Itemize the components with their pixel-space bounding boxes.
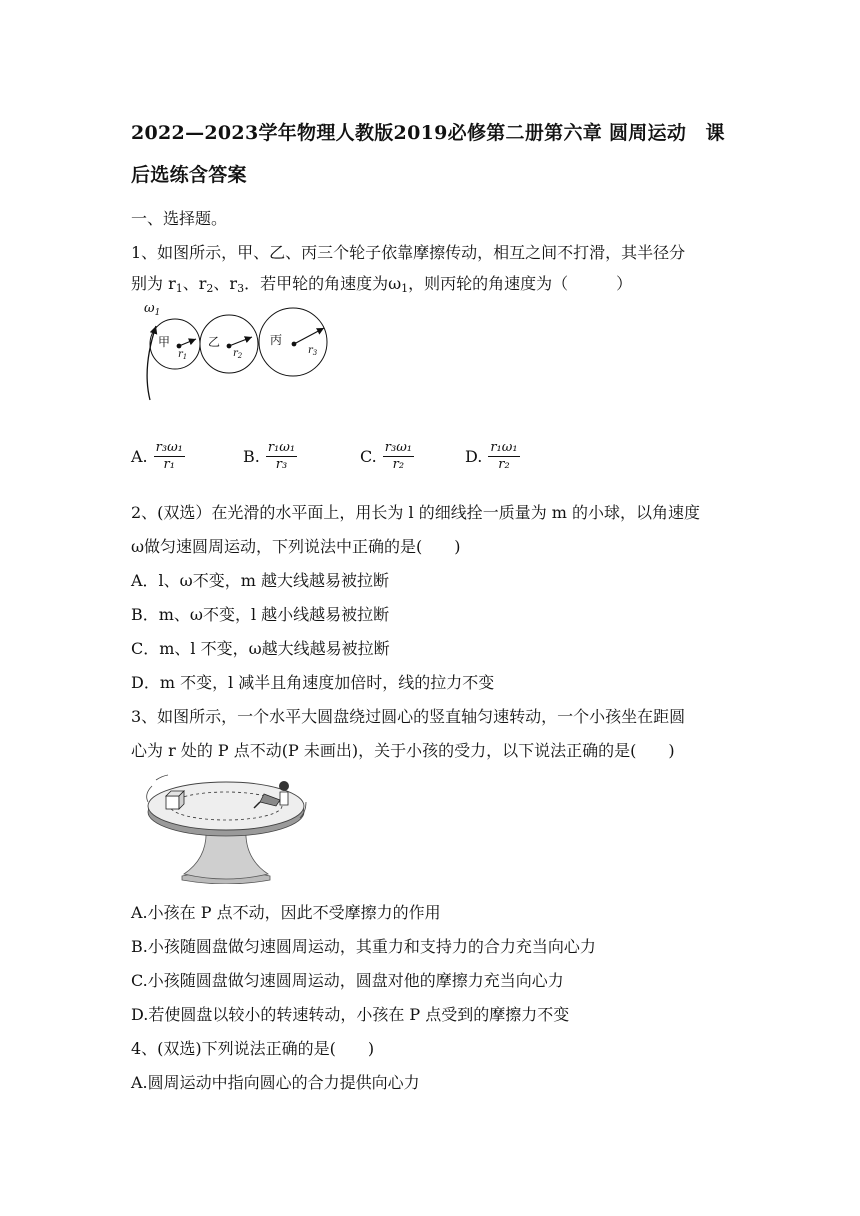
q1-option-a: A. $\frac{\text{r₃ω₁}}{\text{r₁}}$ (131, 440, 183, 472)
section-heading: 一、选择题。 (131, 209, 228, 228)
r1-label: $r_1$ (178, 349, 188, 361)
q1-wheels-figure (138, 298, 338, 404)
q4-stem-line1: 4、(双选)下列说法正确的是( ) (131, 1039, 375, 1058)
r3-label: $r_3$ (308, 345, 318, 357)
q2-option-c: C．m、l 不变，ω越大线越易被拉断 (131, 639, 390, 658)
q2-option-b: B．m、ω不变，l 越小线越易被拉断 (131, 605, 390, 624)
q2-option-a: A．l、ω不变，m 越大线越易被拉断 (131, 571, 389, 590)
q3-option-c: C.小孩随圆盘做匀速圆周运动，圆盘对他的摩擦力充当向心力 (131, 971, 564, 990)
r2-label: $r_2$ (233, 348, 243, 360)
q1-option-d: D. $\frac{\text{r₁ω₁}}{\text{r₂}}$ (465, 440, 518, 472)
q3-stem-line1: 3、如图所示，一个水平大圆盘绕过圆心的竖直轴匀速转动，一个小孩坐在距圆 (131, 707, 686, 726)
q1-stem-line2: 别为 $r_1$、$r_2$、$r_3$．若甲轮的角速度为$\omega_1$，则丙轮的角速度为（ ） (131, 274, 633, 295)
wheel-yi-label: 乙 (208, 335, 221, 349)
q1-option-c: C. $\frac{\text{r₃ω₁}}{\text{r₂}}$ (360, 440, 413, 472)
q3-turntable-figure (136, 772, 316, 884)
q4-option-a: A.圆周运动中指向圆心的合力提供向心力 (131, 1073, 420, 1092)
q1-option-b: B. $\frac{\text{r₁ω₁}}{\text{r₃}}$ (243, 440, 296, 472)
q3-option-b: B.小孩随圆盘做匀速圆周运动，其重力和支持力的合力充当向心力 (131, 937, 596, 956)
q3-option-a: A.小孩在 P 点不动，因此不受摩擦力的作用 (131, 903, 441, 922)
q1-stem-line1: 1、如图所示，甲、乙、丙三个轮子依靠摩擦传动，相互之间不打滑，其半径分 (131, 243, 686, 262)
q3-stem-line2: 心为 r 处的 P 点不动(P 未画出)，关于小孩的受力，以下说法正确的是( ) (131, 741, 675, 760)
q2-option-d: D．m 不变，l 减半且角速度加倍时，线的拉力不变 (131, 673, 495, 692)
q3-option-d: D.若使圆盘以较小的转速转动，小孩在 P 点受到的摩擦力不变 (131, 1005, 570, 1024)
wheel-bing-label: 丙 (270, 333, 283, 347)
document-title-line2: 后选练含答案 (131, 164, 247, 186)
omega-label: $\omega_1$ (144, 301, 161, 318)
q2-stem-line1: 2、(双选）在光滑的水平面上，用长为 l 的细线拴一质量为 m 的小球，以角速度 (131, 503, 701, 522)
wheel-jia-label: 甲 (158, 335, 171, 349)
document-title-line1: 2022—2023学年物理人教版2019必修第二册第六章 圆周运动 课 (131, 122, 725, 144)
rotation-arrow (147, 326, 156, 400)
q2-stem-line2: ω做匀速圆周运动，下列说法中正确的是( ) (131, 537, 461, 556)
